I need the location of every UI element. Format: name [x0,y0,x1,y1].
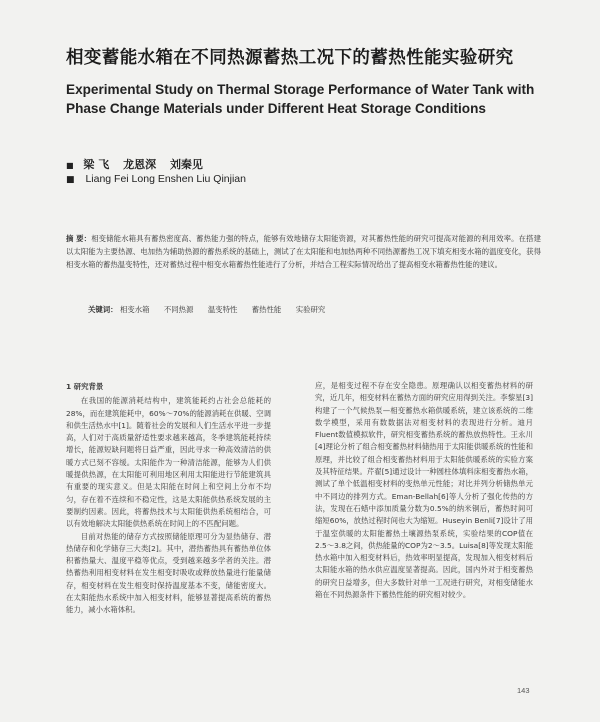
author-names-en: Liang Fei Long Enshen Liu Qinjian [85,173,246,185]
author-marker-icon: ■ [66,161,74,170]
author-marker-icon: ■ [66,175,75,185]
keywords [88,304,538,315]
keyword: 实验研究 [295,305,326,314]
body-paragraph: 应，是相变过程不存在安全隐患。原理确认以相变蓄热材料的研究，近几年，相变材料在蓄热方面的研究应用得到关注。李黎星[3]构建了一个气候热泵—相变蓄热水箱供暖系统，建立该系统的二维数学模型，采用有数数据法对相变材料的表现进行分析。迪月Fluent数值模拟软件，研究相变蓄热系统的蓄热放热特性。王永川[4]理论分析了组合相变蓄热材料储热用于太阳能供暖系统的性能和原理，并比较了组合相变蓄热材料用于太阳能供暖系统的实验方案及其特征结果。芹翟[5]通过设计一种圆柱体填料床相变蓄热水箱，测试了单个低温相变材料的变热单元性能；对比并列分析储热单元中不同边的排列方式。Eman-Bellah[6]等人分析了强化传热的方法，发现在石蜡中添加质量分数为0.5%的纳米铜后，蓄热时间可缩短60%，放热过程时间也大为缩短。Huseyin Benli[7]设计了用于温室供暖的太阳能蓄热土壤源热泵系统，实验结果的COP值在2.5～3.8之间，供热能量的COP为2～3.5。Luisa[8]等发现太阳能热水箱中加入相变材料后，热效率明显提高，发现加入相变材料后太阳能水箱的热水供应温度显著提高。因此，国内外对于相变蓄热的研究日益增多，但大多数针对单一工况进行研究，对相变储能水箱在不同热源条件下蓄热性能的研究相对较少。 [315,381,534,600]
body-column-left [66,381,271,617]
paper-title-cn: 相变蓄能水箱在不同热源蓄热工况下的蓄热性能实验研究 [66,48,514,68]
paper-title-en: Experimental Study on Thermal Storage Performance of Water Tank with Phase Change Materials under Different Heat Storage Conditions [66,82,535,116]
authors-cn [66,156,213,172]
abstract [66,232,541,272]
author-name: 梁 飞 [83,158,110,171]
keyword: 温变特性 [207,305,238,314]
body-paragraph: 目前对热能的储存方式按照储能原理可分为显热储存、潜热储存和化学储存三大类[2]。其中，潜热蓄热具有蓄热单位体积蓄热量大、温度平稳等优点，受到越来越多学者的关注。潜热蓄热利用相变材料在发生相变时吸收或释放热量进行能量储存，相变材料在发生相变时保持温度基本不变，储能密度大。在太阳能热水系统中加入相变材料，能够显著提高系统的蓄热能力，减小水箱体积。 [66,531,271,615]
keyword: 相变水箱 [119,305,150,314]
authors-en [66,173,246,185]
author-name: 刘秦见 [169,158,203,171]
author-name: 龙恩深 [123,158,157,171]
keyword: 蓄热性能 [251,305,282,314]
keywords-label: 关键词： [88,305,118,314]
keyword: 不同热源 [163,305,194,314]
abstract-text: 相变储能水箱具有蓄热密度高、蓄热能力强的特点，能够有效地储存太阳能资源，对其蓄热性能的研究可提高对能源的利用效率。在搭建以太阳能为主要热源、电加热为辅助热源的蓄热系统的基础上，测试了在太阳能和电加热两种不同热源蓄热工况下填充相变水箱的温度变化，获得相变水箱的蓄热温变特性，还对蓄热过程中相变水箱蓄热性能进行了分析，并结合工程实际情况给出了提高相变水箱蓄热性能的建议。 [66,234,541,270]
abstract-label: 摘 要： [66,234,92,243]
body-paragraph: 在我国的能源消耗结构中，建筑能耗约占社会总能耗的28%，而在建筑能耗中，60%～70%的能源消耗在供暖、空调和供生活热水中[1]。随着社会的发展和人们生活水平进一步提高，人们对于高质量舒适性要求越来越高，冬季建筑能耗持续增长，能源短缺问题将日益严重，因此寻求一种高效清洁的供暖方式已刻不容缓。太阳能作为一种清洁能源，能够为人们供暖提供热源，在太阳能可利用地区利用太阳能进行节能建筑具有重要的现实意义。但是太阳能在时间上和空间上分布不均匀，存在着不连续和不稳定性，这是太阳能供热系统发展的主要制约因素。因此，将蓄热技术与太阳能供热系统相结合，可以有效地解决太阳能供热系统在时间上的不匹配问题。 [66,396,271,529]
page-number: 143 [517,686,530,695]
section-heading: 1 研究背景 [66,382,104,391]
body-column-right [315,380,533,601]
